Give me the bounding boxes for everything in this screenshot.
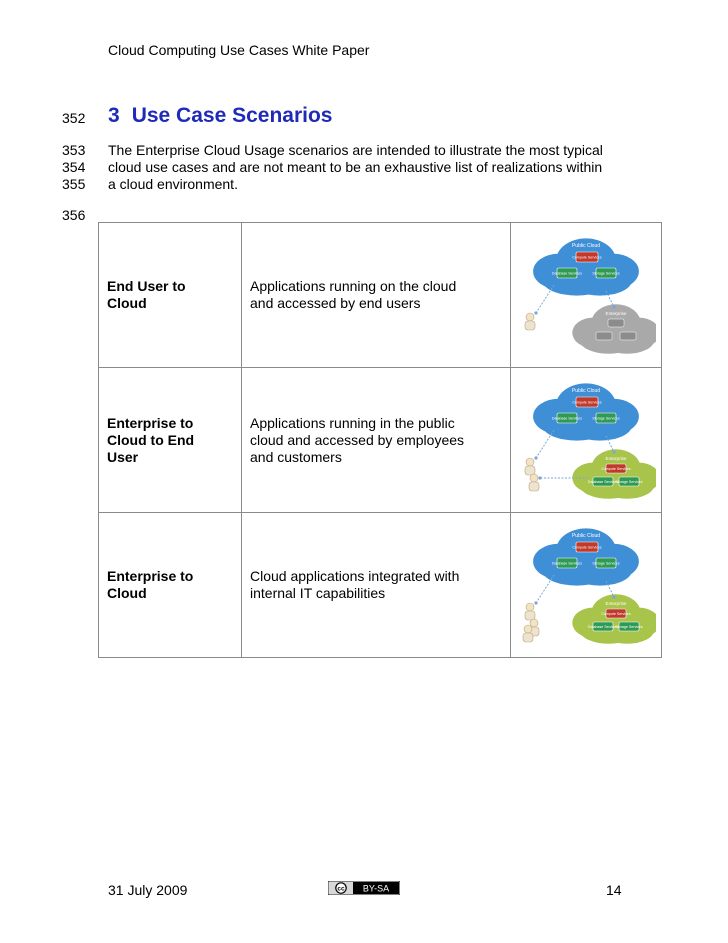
line-number: 352 (62, 110, 86, 126)
connection-end (534, 311, 537, 314)
table-row (99, 368, 662, 513)
name-line: Cloud to End (107, 431, 195, 448)
use-case-description (242, 368, 511, 513)
use-case-table (98, 222, 662, 658)
diagram-cell (511, 513, 662, 658)
compute-services-box-label: Compute Services (572, 400, 602, 405)
storage-services-box-label: Storage Services (592, 561, 620, 566)
public-cloud-label: Public Cloud (571, 533, 601, 539)
table-row (99, 513, 662, 658)
table-row (99, 223, 662, 368)
section-heading (108, 104, 332, 128)
user-icon (525, 458, 535, 475)
enterprise-box-gray (620, 332, 636, 340)
user-icon (523, 625, 533, 642)
connection-line (536, 575, 554, 603)
enterprise-database-box-label: Database Services (587, 480, 619, 484)
intro-line: cloud use cases and are not meant to be an exhaustive list of realizations within (108, 159, 603, 175)
use-case-description (242, 513, 511, 658)
cc-by-sa-badge (328, 881, 400, 895)
compute-services-box-label: Compute Services (572, 545, 602, 550)
diagram-cell (511, 223, 662, 368)
running-header: Cloud Computing Use Cases White Paper (108, 42, 370, 58)
database-services-box-label: Database Services (551, 271, 583, 276)
footer-date: 31 July 2009 (108, 882, 188, 898)
desc-line: cloud and accessed by employees (250, 431, 465, 448)
use-case-description (242, 223, 511, 368)
name-line: Enterprise to (107, 568, 194, 584)
desc-line: Cloud applications integrated with (250, 568, 460, 584)
compute-services-box-label: Compute Services (572, 255, 602, 260)
desc-line: internal IT capabilities (250, 585, 386, 601)
desc-line: and accessed by end users (250, 295, 421, 311)
section-title: Use Case Scenarios (131, 104, 333, 127)
database-services-box-label: Database Services (551, 561, 583, 566)
section-number: 3 (108, 104, 120, 127)
storage-services-box-label: Storage Services (592, 416, 620, 421)
enterprise-database-box-label: Database Services (587, 625, 619, 629)
connection-line (536, 285, 554, 313)
intro-line: a cloud environment. (108, 176, 238, 192)
connection-end (612, 305, 615, 308)
line-number: 354 (62, 159, 86, 175)
use-case-name (99, 368, 242, 513)
name-line: End User to (107, 278, 186, 294)
enterprise-label: Enterprise (605, 311, 627, 316)
desc-line: Applications running in the public (250, 414, 455, 431)
enterprise-storage-box-label: Storage Services (615, 480, 643, 484)
end-user-to-cloud-diagram (516, 229, 656, 361)
user-icon (525, 313, 535, 330)
enterprise-box-gray (596, 332, 612, 340)
public-cloud-label: Public Cloud (571, 243, 601, 249)
line-number: 353 (62, 142, 86, 158)
enterprise-to-cloud-diagram (516, 519, 656, 651)
enterprise-to-cloud-to-user-diagram (516, 374, 656, 506)
diagram-cell (511, 368, 662, 513)
intro-line: The Enterprise Cloud Usage scenarios are intended to illustrate the most typical (108, 142, 603, 158)
name-line: User (107, 448, 139, 465)
user-icon (529, 474, 539, 491)
cc-mark: cc (337, 885, 345, 893)
intro-paragraph (108, 142, 628, 193)
license-badge (328, 881, 400, 900)
enterprise-label: Enterprise (605, 601, 627, 606)
public-cloud-label: Public Cloud (571, 388, 601, 394)
user-icon (525, 603, 535, 620)
line-number: 355 (62, 176, 86, 192)
desc-line: and customers (250, 448, 342, 465)
storage-services-box-label: Storage Services (592, 271, 620, 276)
enterprise-label: Enterprise (605, 456, 627, 461)
line-number: 356 (62, 207, 86, 223)
name-line: Enterprise to (107, 414, 194, 431)
use-case-name (99, 223, 242, 368)
license-text: BY-SA (362, 883, 390, 894)
page-number: 14 (606, 882, 622, 898)
desc-line: Applications running on the cloud (250, 278, 457, 294)
enterprise-compute-box-label: Compute Services (601, 612, 631, 616)
connection-end (538, 476, 541, 479)
connection-end (612, 595, 615, 598)
connection-end (534, 601, 537, 604)
connection-end (534, 456, 537, 459)
name-line: Cloud (107, 585, 147, 601)
database-services-box-label: Database Services (551, 416, 583, 421)
enterprise-storage-box-label: Storage Services (615, 625, 643, 629)
connection-end (612, 450, 615, 453)
enterprise-box-gray (608, 319, 624, 327)
use-case-name (99, 513, 242, 658)
name-line: Cloud (107, 295, 147, 311)
enterprise-compute-box-label: Compute Services (601, 467, 631, 471)
connection-line (536, 430, 554, 458)
